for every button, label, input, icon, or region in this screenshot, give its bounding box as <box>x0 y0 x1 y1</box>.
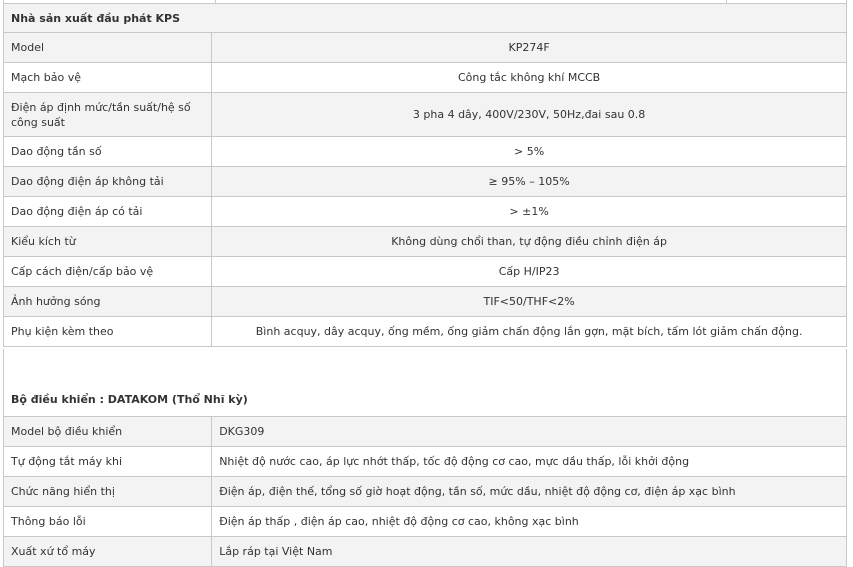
row-value: Điện áp, điện thế, tổng số giờ hoạt động, tần số, mức dầu, nhiệt độ động cơ, điện áp xạc bình <box>212 477 847 507</box>
row-value: Điện áp thấp , điện áp cao, nhiệt độ động cơ cao, không xạc bình <box>212 507 847 537</box>
table-row <box>4 477 847 507</box>
row-label: Mạch bảo vệ <box>4 63 212 93</box>
row-value: ≥ 95% – 105% <box>212 167 847 197</box>
row-value: Không dùng chổi than, tự động điều chỉnh điện áp <box>212 227 847 257</box>
table-row <box>4 417 847 447</box>
table-row <box>4 287 847 317</box>
row-label: Dao động tần số <box>4 137 212 167</box>
table-row <box>4 317 847 347</box>
kps-section-header <box>4 4 847 33</box>
table-row <box>4 167 847 197</box>
row-label: Điện áp định mức/tần suất/hệ số công suất <box>4 93 212 137</box>
row-label: Kiểu kích từ <box>4 227 212 257</box>
row-label: Cấp cách điện/cấp bảo vệ <box>4 257 212 287</box>
table-row <box>4 227 847 257</box>
row-value: KP274F <box>212 33 847 63</box>
row-value: > ±1% <box>212 197 847 227</box>
controller-spec-table <box>3 349 847 567</box>
table-row <box>4 507 847 537</box>
row-value: TIF<50/THF<2% <box>212 287 847 317</box>
table-row <box>4 257 847 287</box>
row-value: Lắp ráp tại Việt Nam <box>212 537 847 567</box>
table-row <box>4 137 847 167</box>
controller-section-header <box>4 349 847 417</box>
row-label: Model <box>4 33 212 63</box>
row-label: Ảnh hưởng sóng <box>4 287 212 317</box>
table-row <box>4 537 847 567</box>
controller-section-title: Bộ điều khiển : DATAKOM (Thổ Nhĩ kỳ) <box>4 349 847 417</box>
row-label: Dao động điện áp có tải <box>4 197 212 227</box>
row-value: DKG309 <box>212 417 847 447</box>
table-row <box>4 93 847 137</box>
row-value: Công tắc không khí MCCB <box>212 63 847 93</box>
row-label: Phụ kiện kèm theo <box>4 317 212 347</box>
row-value: Bình acquy, dây acquy, ống mềm, ống giảm chấn động lắn gợn, mặt bích, tấm lót giảm chấn động. <box>212 317 847 347</box>
row-label: Thông báo lỗi <box>4 507 212 537</box>
table-row <box>4 447 847 477</box>
row-label: Xuất xứ tổ máy <box>4 537 212 567</box>
table-row <box>4 63 847 93</box>
row-label: Dao động điện áp không tải <box>4 167 212 197</box>
row-label: Tự động tắt máy khi <box>4 447 212 477</box>
kps-section-title: Nhà sản xuất đầu phát KPS <box>4 4 847 33</box>
table-row <box>4 197 847 227</box>
table-row <box>4 33 847 63</box>
row-value: Nhiệt độ nước cao, áp lực nhớt thấp, tốc độ động cơ cao, mực dầu thấp, lỗi khởi động <box>212 447 847 477</box>
row-value: Cấp H/IP23 <box>212 257 847 287</box>
kps-spec-table <box>3 3 847 347</box>
row-label: Chức năng hiển thị <box>4 477 212 507</box>
row-value: 3 pha 4 dây, 400V/230V, 50Hz,đai sau 0.8 <box>212 93 847 137</box>
row-value: > 5% <box>212 137 847 167</box>
row-label: Model bộ điều khiển <box>4 417 212 447</box>
